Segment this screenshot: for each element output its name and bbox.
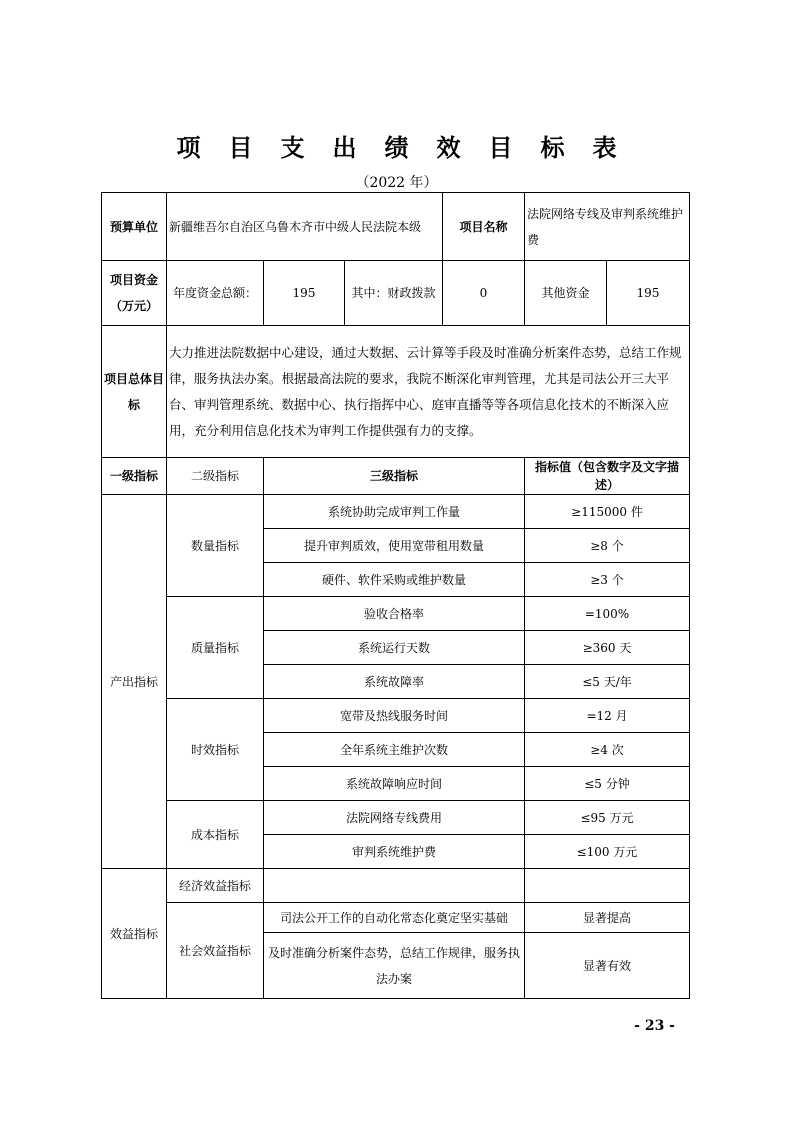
page-title: 项目支出绩效目标表	[176, 133, 645, 162]
indicator-name: 验收合格率	[264, 597, 525, 631]
indicator-name: 法院网络专线费用	[264, 801, 525, 835]
indicator-value: ≤95 万元	[525, 801, 690, 835]
quality-label: 质量指标	[167, 597, 264, 699]
indicator-value: ≥3 个	[525, 563, 690, 597]
output-label: 产出指标	[102, 495, 167, 869]
indicator-value: ≤5 天/年	[525, 665, 690, 699]
indicator-value: =100%	[525, 597, 690, 631]
indicator-name: 及时准确分析案件态势，总结工作规律，服务执法办案	[264, 933, 525, 999]
fiscal-value: 0	[443, 261, 525, 326]
indicator-value: ≤100 万元	[525, 835, 690, 869]
year-label: （2022 年）	[355, 175, 438, 191]
indicator-name: 系统故障率	[264, 665, 525, 699]
indicator-name: 司法公开工作的自动化常态化奠定坚实基础	[264, 903, 525, 933]
benefit-label: 效益指标	[102, 869, 167, 999]
indicator-name: 系统运行天数	[264, 631, 525, 665]
indicator-value: ≥360 天	[525, 631, 690, 665]
timeliness-label: 时效指标	[167, 699, 264, 801]
budget-unit-value: 新疆维吾尔自治区乌鲁木齐市中级人民法院本级	[167, 193, 443, 261]
indicator-name	[264, 869, 525, 903]
economic-label: 经济效益指标	[167, 869, 264, 903]
indicator-value: ≥4 次	[525, 733, 690, 767]
indicator-name: 宽带及热线服务时间	[264, 699, 525, 733]
other-funds-value: 195	[607, 261, 690, 326]
col-level3: 三级指标	[264, 458, 525, 495]
project-name-label: 项目名称	[443, 193, 525, 261]
indicator-value	[525, 869, 690, 903]
performance-table	[101, 192, 690, 999]
goal-label: 项目总体目标	[102, 326, 167, 458]
indicator-value: 显著提高	[525, 903, 690, 933]
goal-text: 大力推进法院数据中心建设，通过大数据、云计算等手段及时准确分析案件态势，总结工作规律，服务执法办案。根据最高法院的要求，我院不断深化审判管理，尤其是司法公开三大平台、审判管理系统、数据中心、执行指挥中心、庭审直播等等各项信息化技术的不断深入应用，充分利用信息化技术为审判工作提供强有力的支撑。	[167, 326, 690, 458]
indicator-name: 系统协助完成审判工作量	[264, 495, 525, 529]
indicator-name: 硬件、软件采购或维护数量	[264, 563, 525, 597]
page-number: - 23 -	[634, 1018, 675, 1034]
indicator-value: ≤5 分钟	[525, 767, 690, 801]
indicator-value: =12 月	[525, 699, 690, 733]
quantity-label: 数量指标	[167, 495, 264, 597]
annual-total-value: 195	[264, 261, 345, 326]
indicator-value: 显著有效	[525, 933, 690, 999]
col-level1: 一级指标	[102, 458, 167, 495]
indicator-name: 提升审判质效，使用宽带租用数量	[264, 529, 525, 563]
social-label: 社会效益指标	[167, 903, 264, 999]
indicator-name: 系统故障响应时间	[264, 767, 525, 801]
indicator-name: 审判系统维护费	[264, 835, 525, 869]
col-value: 指标值（包含数字及文字描述）	[525, 458, 690, 495]
indicator-name: 全年系统主维护次数	[264, 733, 525, 767]
budget-unit-label: 预算单位	[102, 193, 167, 261]
other-funds-label: 其他资金	[525, 261, 607, 326]
cost-label: 成本指标	[167, 801, 264, 869]
indicator-value: ≥8 个	[525, 529, 690, 563]
col-level2: 二级指标	[167, 458, 264, 495]
project-name-value: 法院网络专线及审判系统维护费	[525, 193, 690, 261]
fiscal-label: 其中：财政拨款	[345, 261, 443, 326]
annual-total-label: 年度资金总额：	[167, 261, 264, 326]
funds-label: 项目资金（万元）	[102, 261, 167, 326]
indicator-value: ≥115000 件	[525, 495, 690, 529]
